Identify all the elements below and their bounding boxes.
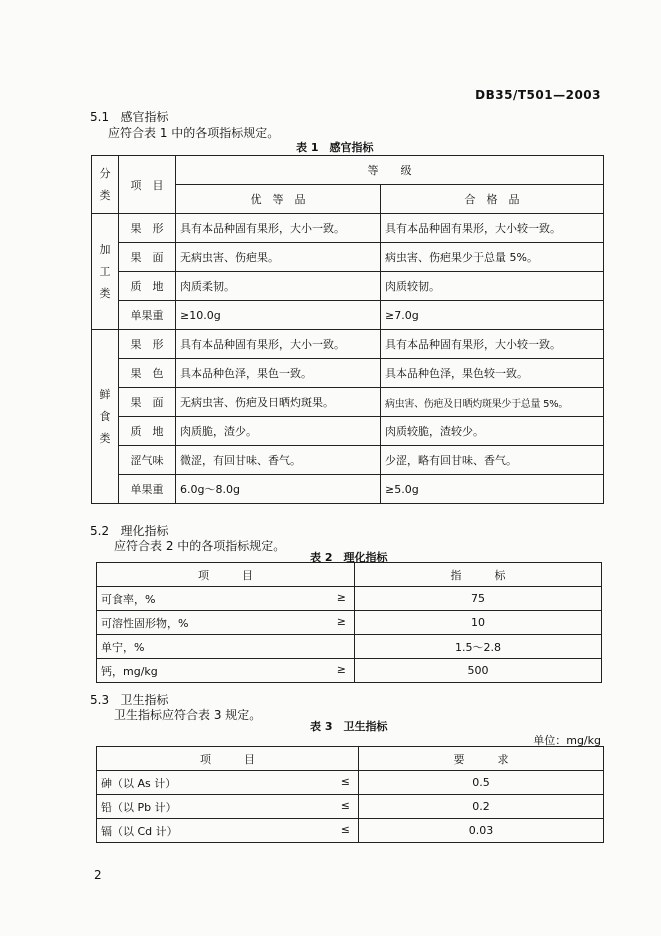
table3-caption: 表 3 卫生指标 [310,720,388,733]
table-row [97,819,604,843]
table1-cell-item: 单果重 [119,301,176,330]
table2-item-label: 钙，mg/kg [101,664,158,678]
section-number: 5.3 [90,693,110,707]
table3-operator: ≤ [340,798,350,812]
table-sensory-indices [91,155,604,504]
section-number: 5.1 [90,110,110,124]
table-row [97,771,604,795]
table2-cell-value: 1.5～2.8 [355,635,602,659]
table1-cell-qualified: 肉质较韧。 [381,272,604,301]
table-row [92,243,604,272]
table-row [92,446,604,475]
table1-head-excellent: 优 等 品 [176,185,381,214]
table1-cell-excellent: 6.0g～8.0g [176,475,381,504]
table1-caption: 表 1 感官指标 [296,141,374,154]
table3-operator: ≤ [340,774,350,788]
table-row [97,795,604,819]
table-row [92,214,604,243]
table1-head-category: 分 类 [92,156,119,214]
table3-cell-value: 0.5 [359,771,604,795]
table3-cell-item [97,819,359,843]
table2-cell-item [97,587,355,611]
table1-cell-excellent: 具有本品种固有果形，大小一致。 [176,214,381,243]
section-title: 卫生指标 [120,693,169,707]
table2-cell-value: 75 [355,587,602,611]
table2-head-index: 指 标 [355,563,602,587]
table2-cell-value: 500 [355,659,602,683]
table2-cell-item [97,659,355,683]
table2-item-label: 可溶性固形物，% [101,616,189,630]
table-hygiene-indices [96,746,604,843]
table2-cell-item [97,611,355,635]
table3-cell-value: 0.2 [359,795,604,819]
table1-cell-qualified: 病虫害、伤疤及日晒灼斑果少于总量 5%。 [381,388,604,417]
table1-cell-qualified: 具本品种色泽，果色较一致。 [381,359,604,388]
table1-cell-excellent: 具本品种色泽，果色一致。 [176,359,381,388]
table2-item-label: 可食率，% [101,592,156,606]
table3-item-label: 镉（以 Cd 计） [101,824,178,838]
table1-cell-qualified: ≥5.0g [381,475,604,504]
table1-cell-item: 果 色 [119,359,176,388]
table1-cell-item: 质 地 [119,272,176,301]
table3-head-req: 要 求 [359,747,604,771]
section-number: 5.2 [90,524,110,538]
table1-cell-excellent: ≥10.0g [176,301,381,330]
table1-cell-item: 单果重 [119,475,176,504]
table1-group-fresh: 鲜 食 类 [92,330,119,504]
table1-cell-qualified: ≥7.0g [381,301,604,330]
table1-cell-excellent: 具有本品种固有果形，大小一致。 [176,330,381,359]
table1-cell-excellent: 无病虫害、伤疤及日晒灼斑果。 [176,388,381,417]
table1-cell-excellent: 无病虫害、伤疤果。 [176,243,381,272]
standard-code: DB35/T501—2003 [475,88,601,102]
section-5-1-heading [90,108,169,125]
table1-head-item: 项 目 [119,156,176,214]
table3-cell-item [97,795,359,819]
table3-cell-value: 0.03 [359,819,604,843]
table-row [97,587,602,611]
table3-item-label: 铅（以 Pb 计） [101,800,177,814]
table2-operator: ≥ [336,614,346,628]
table1-cell-item: 质 地 [119,417,176,446]
section-5-2-body: 应符合表 2 中的各项指标规定。 [114,539,286,553]
table-row [92,359,604,388]
page-number: 2 [94,868,102,882]
table-row [92,301,604,330]
table-row [92,330,604,359]
table1-head-grade: 等 级 [176,156,604,185]
table2-item-label: 单宁，% [101,640,145,654]
table1-cell-qualified: 少涩，略有回甘味、香气。 [381,446,604,475]
table2-caption: 表 2 理化指标 [310,551,388,564]
section-5-1-body: 应符合表 1 中的各项指标规定。 [108,126,280,140]
table3-operator: ≤ [340,822,350,836]
table-row [97,659,602,683]
table1-cell-item: 果 形 [119,214,176,243]
table1-cell-qualified: 肉质较脆，渣较少。 [381,417,604,446]
table1-cell-excellent: 肉质脆，渣少。 [176,417,381,446]
table1-cell-item: 果 面 [119,243,176,272]
table1-cell-item: 涩气味 [119,446,176,475]
table-row [92,388,604,417]
table-row [97,635,602,659]
table1-cell-excellent: 微涩，有回甘味、香气。 [176,446,381,475]
table3-item-label: 砷（以 As 计） [101,776,177,790]
table-row [92,272,604,301]
table3-head-item: 项 目 [97,747,359,771]
table3-unit: 单位：mg/kg [533,734,601,747]
section-5-3-body: 卫生指标应符合表 3 规定。 [114,708,262,722]
table-row [92,475,604,504]
table1-cell-item: 果 形 [119,330,176,359]
table2-operator: ≥ [336,662,346,676]
table1-cell-qualified: 病虫害、伤疤果少于总量 5%。 [381,243,604,272]
table1-cell-qualified: 具有本品种固有果形，大小较一致。 [381,330,604,359]
table3-cell-item [97,771,359,795]
section-title: 感官指标 [120,110,169,124]
table2-head-item: 项 目 [97,563,355,587]
table-row [97,611,602,635]
table1-cell-qualified: 具有本品种固有果形，大小较一致。 [381,214,604,243]
table1-head-qualified: 合 格 品 [381,185,604,214]
table1-group-processing: 加 工 类 [92,214,119,330]
table2-operator: ≥ [336,590,346,604]
table-physicochemical-indices [96,562,602,683]
table1-cell-item: 果 面 [119,388,176,417]
table2-cell-item [97,635,355,659]
table1-cell-excellent: 肉质柔韧。 [176,272,381,301]
table2-cell-value: 10 [355,611,602,635]
table-row [92,417,604,446]
section-title: 理化指标 [120,524,169,538]
